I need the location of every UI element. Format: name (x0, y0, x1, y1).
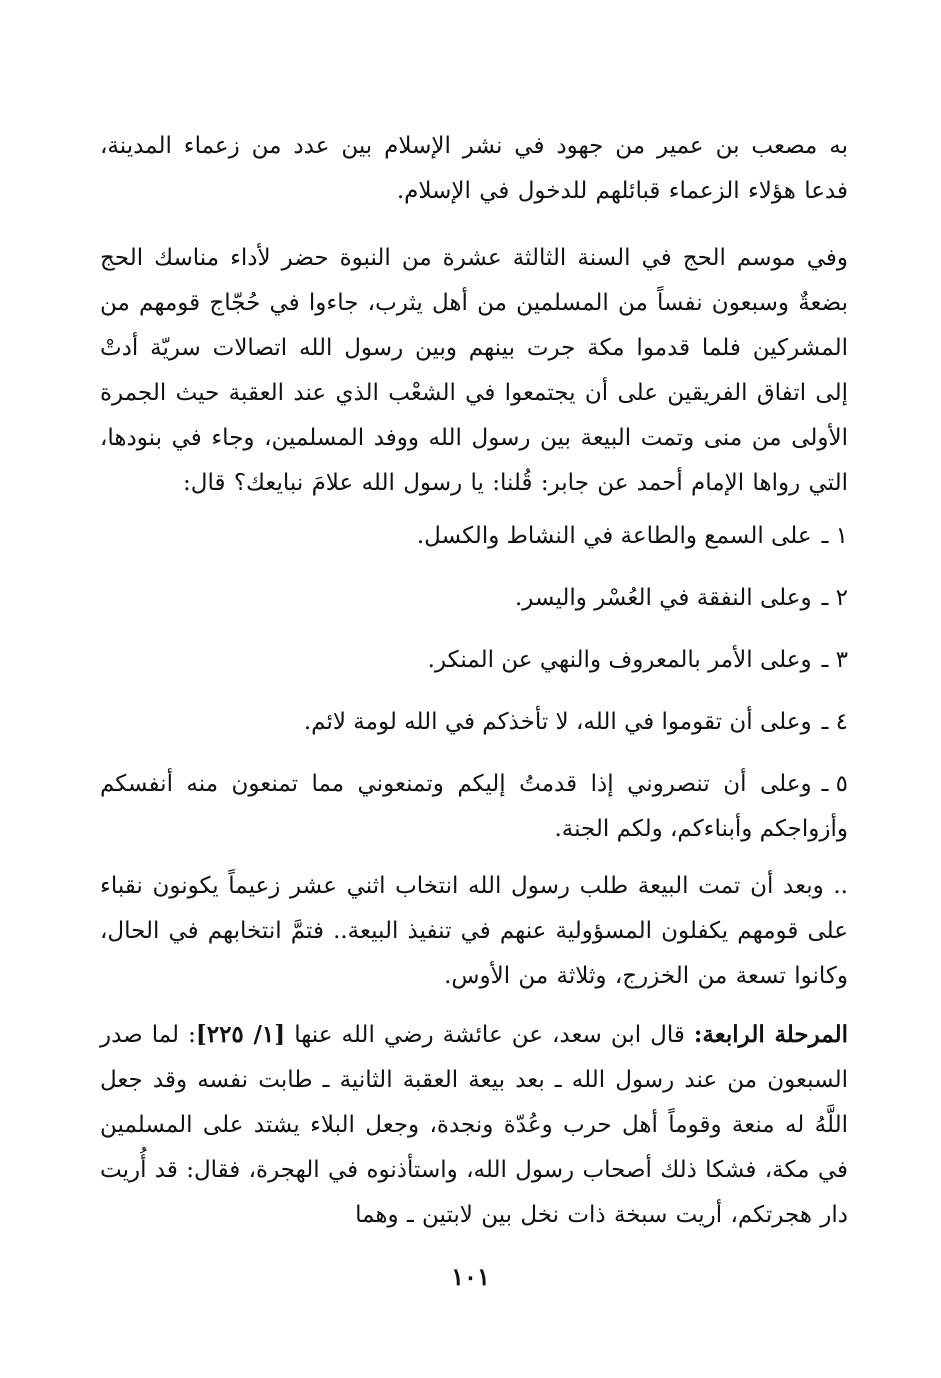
list-item-number: ٣ ـ (821, 647, 848, 673)
paragraph-naqibs: .. وبعد أن تمت البيعة طلب رسول الله انتخاب اثني عشر زعيماً يكونون نقباء على قومهم يكفلون المسؤولية عنهم في تنفيذ البيعة.. فتمَّ انتخابهم في الحال، وكانوا تسعة من الخزرج، وثلاثة من الأوس. (100, 873, 848, 989)
list-item-number: ٥ ـ (821, 771, 848, 797)
paragraph-hajj-season: وفي موسم الحج في السنة الثالثة عشرة من النبوة حضر لأداء مناسك الحج بضعةٌ وسبعون نفساً من المسلمين من أهل يثرب، جاءوا في حُجّاج قومهم من المشركين فلما قدموا مكة جرت بينهم وبين رسول الله اتصالات سريّة أدتْ إلى اتفاق الفريقين على أن يجتمعوا في الشعْب الذي عند العقبة حيث الجمرة الأولى من منى وتمت البيعة بين رسول الله ووفد المسلمين، وجاء في بنودها، التي رواها الإمام أحمد عن جابر: قُلنا: يا رسول الله علامَ نبايعك؟ قال: (100, 245, 848, 496)
citation-reference: [١/ ٢٢٥] (195, 1021, 286, 1048)
list-item-text: وعلى أن تقوموا في الله، لا تأخذكم في الله لومة لائم. (303, 709, 812, 735)
paragraph-continuation: به مصعب بن عمير من جهود في نشر الإسلام بين عدد من زعماء المدينة، فدعا هؤلاء الزعماء قبائلهم للدخول في الإسلام. (100, 133, 848, 204)
list-item-text: وعلى النفقة في العُسْر واليسر. (514, 585, 812, 611)
section-lead-label: المرحلة الرابعة: (693, 1021, 848, 1048)
list-item (100, 762, 848, 852)
list-item-number: ٢ ـ (821, 585, 848, 611)
list-item-number: ٤ ـ (821, 709, 848, 735)
list-item (100, 700, 848, 745)
page-number: ١٠١ (451, 1262, 490, 1291)
list-item-number: ١ ـ (821, 523, 848, 549)
list-item-text: على السمع والطاعة في النشاط والكسل. (416, 523, 812, 549)
list-item (100, 638, 848, 683)
list-item-text: وعلى أن تنصروني إذا قدمتُ إليكم وتمنعوني مما تمنعون منه أنفسكم وأزواجكم وأبناءكم، ولكم الجنة. (100, 771, 848, 842)
paragraph-fourth-stage (100, 1012, 848, 1238)
narration-body: : لما صدر السبعون من عند رسول الله ـ بعد بيعة العقبة الثانية ـ طابت نفسه وقد جعل اللَّهُ له منعة وقوماً أهل حرب وعُدّة ونجدة، وجعل البلاء يشتد على المسلمين في مكة، فشكا ذلك أصحاب رسول الله، واستأذنوه في الهجرة، فقال: قد أُريت دار هجرتكم، أريت سبخة ذات نخل بين لابتين ـ وهما (100, 1022, 848, 1228)
narration-source: قال ابن سعد، عن عائشة رضي الله عنها (294, 1022, 685, 1048)
list-item (100, 514, 848, 559)
list-item (100, 576, 848, 621)
list-item-text: وعلى الأمر بالمعروف والنهي عن المنكر. (427, 647, 812, 673)
pledge-terms-list (100, 514, 848, 869)
